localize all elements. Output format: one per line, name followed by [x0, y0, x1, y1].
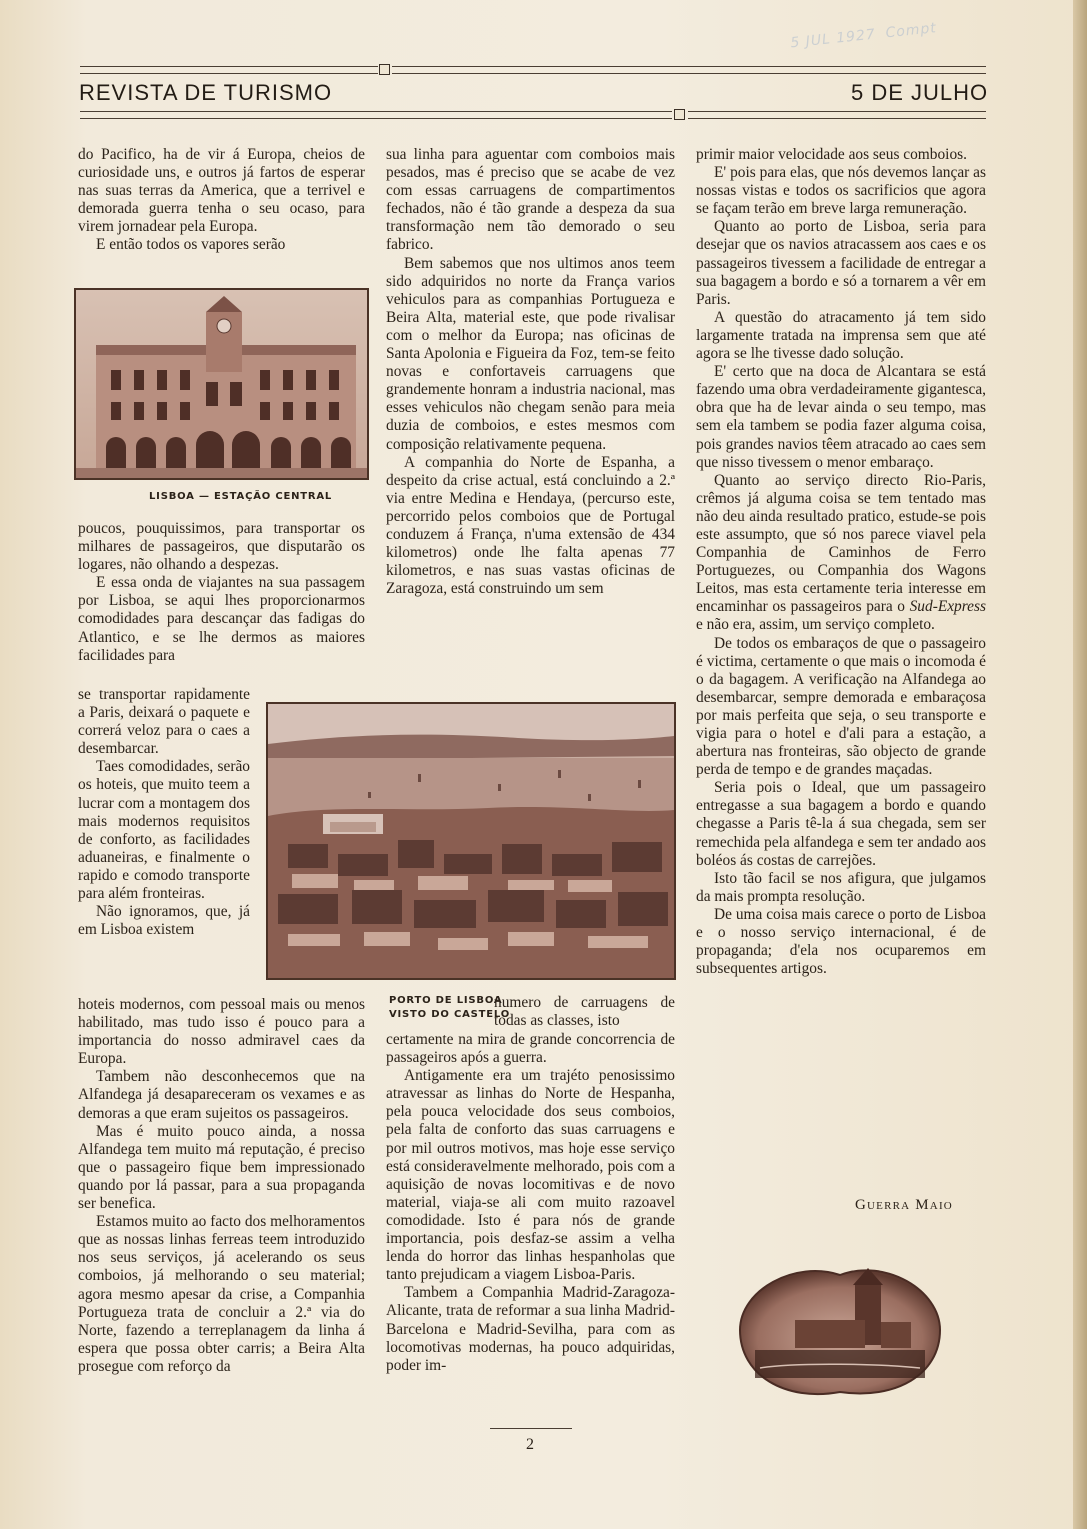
- text-run: Quanto ao serviço directo Rio-Paris, crêmos já alguma coisa se tem tentado mas não deu ainda resultado pratico, estude-se pois este assumpto, que só nos parece viavel pela Companhia de Caminhos de Ferro Portuguezes, ou Companhia dos Wagons Leitos, mas esta certamente teria interesse em encaminhar os passageiros para o: [696, 471, 986, 616]
- paragraph: E essa onda de viajantes na sua passagem por Lisboa, se aqui lhes proporcionarmos comodidades para descançar das fadigas do Atlantico, e se lhe dermos as maiores facilidades para: [78, 574, 365, 664]
- paragraph: certamente na mira de grande concorrencia de passageiros após a guerra.: [386, 1031, 675, 1067]
- column-1-middle: [78, 520, 365, 665]
- photo-porto-de-lisboa: [266, 702, 676, 980]
- column-2-bottom: [386, 1031, 675, 1375]
- page-edge: [1073, 0, 1087, 1529]
- paragraph: De uma coisa mais carece o porto de Lisboa e o nosso serviço internacional, é de propaganda; d'ela nos ocuparemos em subsequentes artigos.: [696, 905, 986, 978]
- header-rule-bottom-right: [688, 111, 986, 119]
- paragraph: do Pacifico, ha de vir á Europa, cheios de curiosidade uns, e outros já fartos de esperar nas suas terras da America, que a terrivel e demorada guerra tenha o seu ocaso, para virem jornadear pela Europa.: [78, 146, 365, 236]
- station-image: [76, 290, 367, 478]
- paragraph: De todos os embaraços de que o passageiro é victima, certamente o que mais o incomoda é o da bagagem. A verificação na Alfandega ao desembarcar, sempre demorada e embaraçosa por mais perfeita que seja, o seu transporte e vigia para o hotel e d'ali para a estação, a abertura nas fronteiras, são objecto de grande perda de tempo e de grandes maçadas.: [696, 634, 986, 779]
- paragraph: E' pois para elas, que nós devemos lançar as nossas vistas e todos os sacrificios que agora se façam terão em breve larga remuneração.: [696, 164, 986, 218]
- port-caption: [389, 994, 510, 1022]
- paragraph: E' certo que na doca de Alcantara se está fazendo uma obra verdadeiramente gigantesca, obra que ha de levar ainda o seu tempo, mas sem ela tambem se podia fazer alguma coisa, pois grandes navios têem atracado ao caes sem que nisso tivessem o menor embaraço.: [696, 363, 986, 471]
- paragraph: [696, 472, 986, 635]
- column-2-caption-side: [494, 994, 675, 1030]
- column-1-bottom: [78, 996, 365, 1376]
- belem-tower-vignette: [735, 1250, 945, 1410]
- text-run: e não era, assim, um serviço completo.: [696, 616, 935, 634]
- paragraph: Tambem a Companhia Madrid-Zaragoza-Alicante, trata de reformar a sua linha Madrid-Barcelona e Madrid-Sevilha, para com as locomotivas modernas, ha pouco adquiridas, poder im-: [386, 1284, 675, 1374]
- port-image: [268, 704, 674, 978]
- author-signature: Guerra Maio: [855, 1197, 953, 1213]
- port-caption-line-1: PORTO DE LISBOA: [389, 995, 503, 1006]
- paragraph: E então todos os vapores serão: [96, 236, 286, 254]
- paragraph: Estamos muito ao facto dos melhoramentos que as nossas linhas ferreas teem introduzido nos seus serviços, já acelerando os seus comboios, já melhorando o seu material; agora mesmo apesar da crise, a Companhia Portugueza trata de concluir a 2.ª via do Norte, fazendo a terreplanagem da linha á espera que possa obter carris; a Beira Alta prosegue com reforço da: [78, 1213, 365, 1375]
- issue-date: 5 DE JULHO: [851, 80, 989, 105]
- paragraph: Taes comodidades, serão os hoteis, que muito teem a lucrar com a montagem dos mais modernos requisitos de conforto, as facilidades aduaneiras, e finalmente o rapido e comodo transporte para além fronteiras.: [78, 758, 250, 903]
- header-rule-bottom-left: [80, 111, 672, 119]
- paragraph: Isto tão facil se nos afigura, que julgamos da mais prompta resolução.: [696, 869, 986, 905]
- paragraph: A questão do atracamento já tem sido largamente tratada na imprensa sem que até agora se lhe tivesse dado solução.: [696, 308, 986, 363]
- page-number: 2: [526, 1436, 534, 1453]
- paragraph: Seria pois o Ideal, que um passageiro entregasse a sua bagagem a bordo e quando chegasse a Paris tê-la á sua chegada, sem ser remechida pela alfandega e sem ter andado aos boléos ás costas de carrejões.: [696, 779, 986, 869]
- italic-text: Sud-Express: [909, 598, 986, 616]
- paragraph: A companhia do Norte de Espanha, a despeito da crise actual, está concluindo a 2.ª via entre Medina e Hendaya, (percurso este, percorrido pelos comboios que de Portugal conduzem á França, n'uma extensão de 434 kilometros) onde lhe falta apenas 77 kilometros, e nas suas vastas oficinas de Zaragoza, está construindo um sem: [386, 453, 675, 598]
- paragraph: sua linha para aguentar com comboios mais pesados, mas é preciso que se acabe de vez com essas carruagens de compartimentos fechados, não é tão grande a despeza da sua transformação nem tão demorado o seu fabrico.: [386, 146, 675, 254]
- paragraph: Quanto ao porto de Lisboa, seria para desejar que os navios atracassem aos caes e os passageiros tivessem a facilidade de entregar a sua bagagem a bordo e só a tornarem a vêr em Paris.: [696, 218, 986, 308]
- column-2-top: [386, 146, 675, 598]
- paragraph: hoteis modernos, com pessoal mais ou menos habilitado, mas tudo isso é pouco para a importancia do nosso admiravel caes da Europa.: [78, 996, 365, 1068]
- header-ornament-bottom: [674, 109, 685, 120]
- header-rule-top-left: [80, 66, 378, 74]
- column-1-top: [78, 146, 365, 255]
- paragraph: Antigamente era um trajéto penosissimo atravessar as linhas do Norte de Hespanha, pela pouca velocidade dos seus comboios, pela falta de conforto das suas carruagens e por mil outros motivos, mas hoje esse serviço está consideravelmente melhorado, pois com a aquisição de novas locomitivas e de novo material, viaja-se ali com muito razoavel comodidade. Isto é para nós de grande importancia, pois desfaz-se assim a velha lenda do horror das linhas hespanholas que tanto prejudicam a viagem Lisboa-Paris.: [386, 1067, 675, 1284]
- paragraph: Tambem não desconhecemos que na Alfandega já desapareceram os vexames e as demoras a que eram sujeitos os passageiros.: [78, 1068, 365, 1122]
- magazine-title: REVISTA DE TURISMO: [79, 80, 333, 105]
- station-caption: LISBOA — ESTAÇÃO CENTRAL: [149, 491, 333, 502]
- library-stamp: [789, 8, 991, 59]
- vignette-image: [735, 1250, 945, 1410]
- photo-lisboa-station: [74, 288, 369, 480]
- footer-rule: [490, 1428, 572, 1429]
- stamp-date: 5 JUL 1927: [789, 26, 877, 52]
- stamp-text: Compt: [884, 20, 938, 42]
- column-1-narrow: [78, 686, 250, 939]
- paragraph: Bem sabemos que nos ultimos anos teem sido adquiridos no norte da França varios vehiculos para as companhias Portugueza e Beira Alta, material este, que pode rivalisar com o melhor da Europa; nas oficinas de Santa Apolonia e Figueira da Foz, tem-se feito novas e confortaveis carruagens que grandemente honram a industria nacional, mas esses vehiculos não chegam senão para meia duzia de comboios, e estes mesmos com composição relativamente pequena.: [386, 254, 675, 453]
- port-caption-line-2: VISTO DO CASTELO: [389, 1009, 510, 1020]
- paragraph: se transportar rapidamente a Paris, deixará o paquete e correrá veloz para o caes a desembarcar.: [78, 686, 250, 758]
- header-ornament-top: [379, 64, 390, 75]
- paragraph: Mas é muito pouco ainda, a nossa Alfandega tem muito má reputação, é preciso que o passageiro fique bem impressionado quando por lá passar, para a sua propaganda ser benefica.: [78, 1122, 365, 1213]
- column-3: [696, 146, 986, 978]
- paragraph: Não ignoramos, que, já em Lisboa existem: [78, 903, 250, 939]
- paragraph: numero de carruagens de todas as classes, isto: [494, 994, 675, 1030]
- header-rule-top-right: [392, 66, 986, 74]
- paragraph: primir maior velocidade aos seus comboios.: [696, 146, 967, 163]
- paragraph: poucos, pouquissimos, para transportar os milhares de passageiros, que disputarão os logares, não olhando a despezas.: [78, 520, 365, 574]
